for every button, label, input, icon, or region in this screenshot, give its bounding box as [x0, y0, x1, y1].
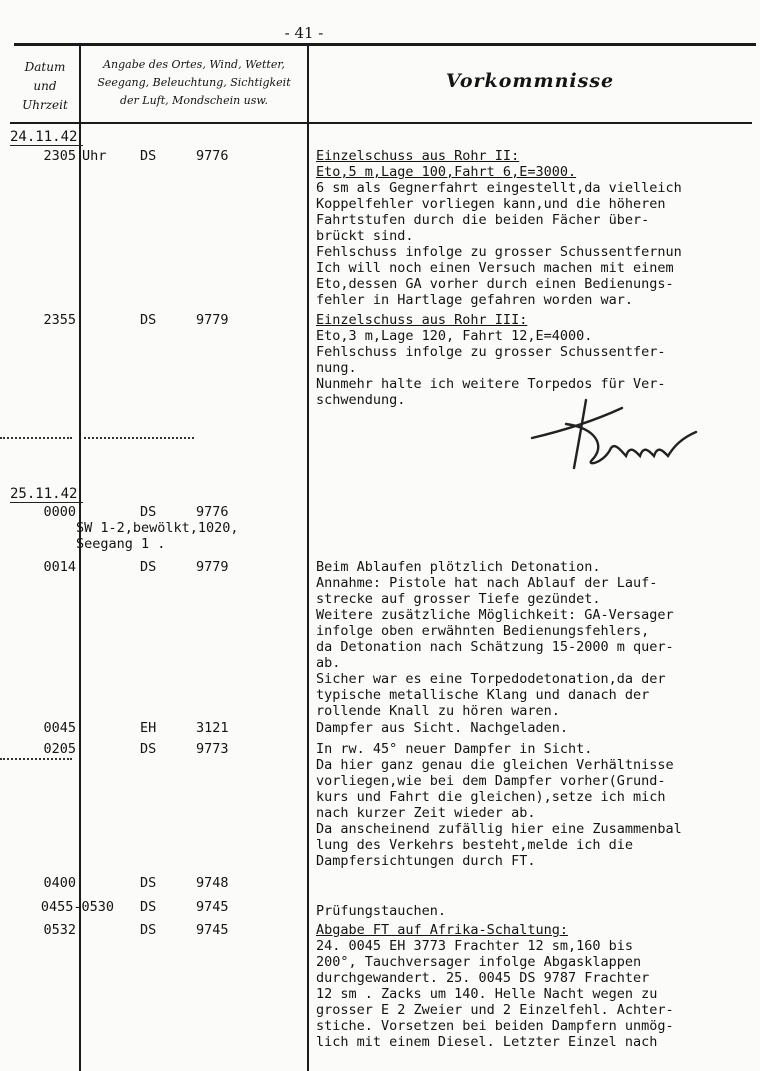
entry-time: 0014 — [43, 559, 76, 575]
weather-line: SW 1-2,bewölkt,1020, — [76, 520, 239, 536]
page-number: - 41 - — [284, 24, 324, 42]
weather-line: Seegang 1 . — [76, 536, 166, 552]
entry-event-text — [316, 720, 752, 736]
entry-event-text — [316, 922, 752, 1050]
event-line: Fahrtstufen durch die beiden Fächer über- — [316, 212, 650, 228]
event-line: Beim Ablaufen plötzlich Detonation. — [316, 559, 601, 575]
event-line: 12 sm . Zacks um 140. Helle Nacht wegen zu — [316, 986, 658, 1002]
entry-time: 0000 — [43, 504, 76, 520]
dotted-separator — [84, 437, 194, 439]
entry-place: DS — [140, 504, 157, 520]
entry-time: 0455-0530 — [40, 899, 114, 915]
header-location-line-2: Seegang, Beleuchtung, Sichtigkeit — [97, 76, 291, 89]
header-date-time — [12, 58, 78, 115]
event-line: Koppelfehler vorliegen kann,und die höheren — [316, 196, 666, 212]
entry-event-text — [316, 741, 752, 869]
entry-time: 2305 — [43, 148, 76, 164]
entry-place: DS — [140, 559, 157, 575]
top-rule — [14, 43, 756, 46]
event-line: grosser E 2 Zweier und 2 Einzelfehl. Achter- — [316, 1002, 674, 1018]
date-24-11-42: 24.11.42 — [10, 129, 83, 146]
entry-time: 2355 — [43, 312, 76, 328]
event-line: Prüfungstauchen. — [316, 903, 447, 919]
header-rule — [10, 122, 752, 124]
entry-event-text — [316, 148, 752, 308]
event-line: typische metallische Klang und danach der — [316, 687, 650, 703]
event-line: nung. — [316, 360, 357, 376]
header-date-line-3: Uhrzeit — [22, 98, 68, 112]
event-line: Fehlschuss infolge zu grosser Schussentfer- — [316, 344, 666, 360]
entry-grid: 9779 — [196, 559, 229, 575]
event-line: da Detonation nach Schätzung 15-2000 m quer- — [316, 639, 674, 655]
event-line: vorliegen,wie bei dem Dampfer vorher(Grund- — [316, 773, 666, 789]
event-line: infolge oben erwähnten Bedienungsfehlers, — [316, 623, 650, 639]
entry-place: DS — [140, 875, 157, 891]
header-events: Vorkommnisse — [445, 70, 615, 92]
event-line: Dampfersichtungen durch FT. — [316, 853, 536, 869]
date-25-11-42: 25.11.42 — [10, 486, 83, 503]
entry-grid: 3121 — [196, 720, 229, 736]
event-line: ab. — [316, 655, 341, 671]
entry-grid: 9776 — [196, 504, 229, 520]
entry-time: 0400 — [43, 875, 76, 891]
entry-place: DS — [140, 312, 157, 328]
entry-place: DS — [140, 148, 157, 164]
event-line: 24. 0045 EH 3773 Frachter 12 sm,160 bis — [316, 938, 633, 954]
event-line: Fehlschuss infolge zu grosser Schussentfernun — [316, 244, 682, 260]
event-line: schwendung. — [316, 392, 406, 408]
event-line: Eto,5 m,Lage 100,Fahrt 6,E=3000. — [316, 164, 577, 180]
entry-grid: 9748 — [196, 875, 229, 891]
header-location-weather — [82, 56, 306, 110]
entry-place: DS — [140, 899, 157, 915]
event-line: durchgewandert. 25. 0045 DS 9787 Frachter — [316, 970, 650, 986]
event-line: Sicher war es eine Torpedodetonation,da der — [316, 671, 666, 687]
event-line: Ich will noch einen Versuch machen mit einem — [316, 260, 674, 276]
dotted-separator — [0, 758, 72, 760]
entry-grid: 9745 — [196, 922, 229, 938]
entry-grid: 9745 — [196, 899, 229, 915]
column-divider-1 — [79, 45, 81, 1071]
entry-place: DS — [140, 741, 157, 757]
event-line: nach kurzer Zeit wieder ab. — [316, 805, 536, 821]
entry-event-text — [316, 559, 752, 719]
header-location-line-1: Angabe des Ortes, Wind, Wetter, — [103, 58, 285, 71]
entry-time: 0045 — [43, 720, 76, 736]
event-title: Einzelschuss aus Rohr III: — [316, 312, 528, 328]
event-line: Dampfer aus Sicht. Nachgeladen. — [316, 720, 568, 736]
event-line: lung des Verkehrs besteht,melde ich die — [316, 837, 633, 853]
entry-grid: 9773 — [196, 741, 229, 757]
entry-time: 0532 — [43, 922, 76, 938]
event-line: stiche. Vorsetzen bei beiden Dampfern unmög- — [316, 1018, 674, 1034]
entry-place: DS — [140, 922, 157, 938]
event-title: Einzelschuss aus Rohr II: — [316, 148, 520, 164]
entry-grid: 9776 — [196, 148, 229, 164]
event-line: Nunmehr halte ich weitere Torpedos für Ver- — [316, 376, 666, 392]
event-line: rollende Knall zu hören waren. — [316, 703, 560, 719]
header-date-line-2: und — [33, 79, 57, 93]
event-line: kurs und Fahrt die gleichen),setze ich mich — [316, 789, 666, 805]
event-line: lich mit einem Diesel. Letzter Einzel nach — [316, 1034, 658, 1050]
entry-time: 0205 — [43, 741, 76, 757]
event-line: Abgabe FT auf Afrika-Schaltung: — [316, 922, 568, 938]
header-location-line-3: der Luft, Mondschein usw. — [119, 94, 269, 107]
event-line: Da anscheinend zufällig hier eine Zusammenbal — [316, 821, 682, 837]
event-line: Eto,dessen GA vorher durch einen Bedienungs- — [316, 276, 674, 292]
signature — [526, 394, 716, 474]
event-line: brückt sind. — [316, 228, 414, 244]
entry-place: EH — [140, 720, 157, 736]
time-unit: Uhr — [82, 148, 107, 164]
header-date-line-1: Datum — [24, 60, 66, 74]
column-divider-2 — [307, 45, 309, 1071]
event-line: Weitere zusätzliche Möglichkeit: GA-Versager — [316, 607, 674, 623]
event-line: In rw. 45° neuer Dampfer in Sicht. — [316, 741, 593, 757]
event-line: Annahme: Pistole hat nach Ablauf der Lauf- — [316, 575, 658, 591]
event-line: strecke auf grosser Tiefe gezündet. — [316, 591, 601, 607]
entry-grid: 9779 — [196, 312, 229, 328]
entry-event-text — [316, 903, 752, 919]
event-line: fehler in Hartlage gefahren worden war. — [316, 292, 633, 308]
event-line: Da hier ganz genau die gleichen Verhältnisse — [316, 757, 674, 773]
event-line: 200°, Tauchversager infolge Abgasklappen — [316, 954, 642, 970]
event-line: Eto,3 m,Lage 120, Fahrt 12,E=4000. — [316, 328, 593, 344]
dotted-separator — [0, 437, 72, 439]
event-line: 6 sm als Gegnerfahrt eingestellt,da vielleich — [316, 180, 682, 196]
